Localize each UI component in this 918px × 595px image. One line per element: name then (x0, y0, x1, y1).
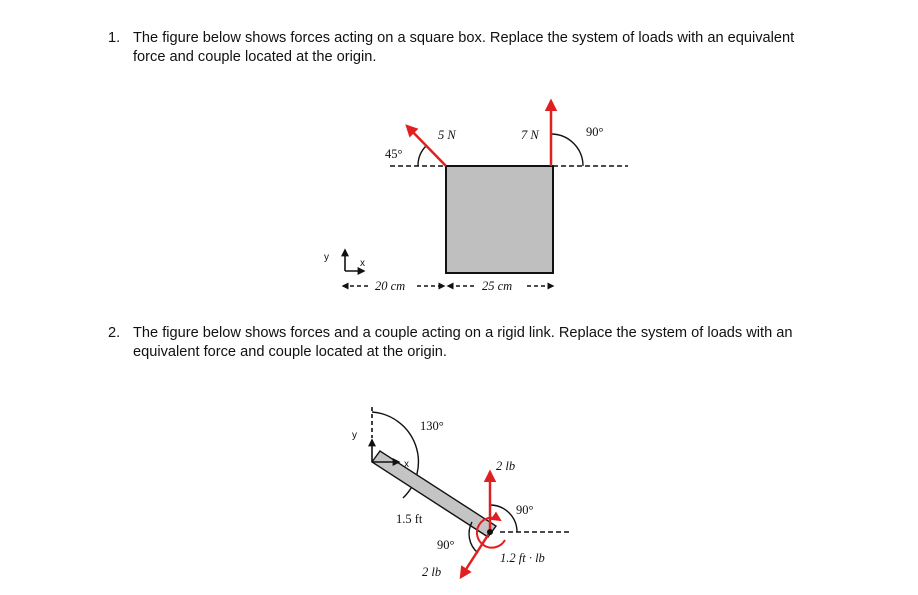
angle-90-lower-label: 90° (437, 538, 455, 552)
problem-2-number: 2. (108, 325, 121, 341)
rigid-link (372, 451, 496, 537)
angle-arc-90 (551, 134, 583, 166)
figure-2 (352, 407, 570, 579)
pin-joint (487, 529, 493, 535)
problem-1-number: 1. (108, 30, 121, 46)
axis-x-label: x (404, 459, 409, 470)
axis-y-label: y (352, 430, 357, 441)
dim-20cm-label: 20 cm (375, 279, 406, 293)
axis-y-label: y (324, 252, 329, 263)
force-2lb-down-label: 2 lb (422, 565, 442, 579)
angle-130-label: 130° (420, 419, 444, 433)
couple-label: 1.2 ft · lb (500, 551, 545, 565)
force-7n-label: 7 N (521, 128, 539, 142)
problem-1-text: The figure below shows forces acting on a square box. Replace the system of loads with an equivalent force and couple located at the origin. (133, 30, 795, 65)
angle-arc-45 (418, 146, 426, 166)
square-box (446, 166, 553, 273)
angle-90-upper-label: 90° (516, 503, 534, 517)
angle-90-label: 90° (586, 125, 604, 139)
axis-x-label: x (360, 258, 365, 269)
dim-25cm-label: 25 cm (482, 279, 513, 293)
force-5n-label: 5 N (438, 128, 456, 142)
figure-1 (324, 101, 628, 293)
link-length-label: 1.5 ft (396, 512, 423, 526)
angle-45-label: 45° (385, 147, 403, 161)
problem-2-text: The figure below shows forces and a couple acting on a rigid link. Replace the system of loads with an equivalent force and couple located at the origin. (133, 325, 793, 360)
force-2lb-up-label: 2 lb (496, 459, 516, 473)
force-2lb-down-arrow (461, 532, 490, 577)
